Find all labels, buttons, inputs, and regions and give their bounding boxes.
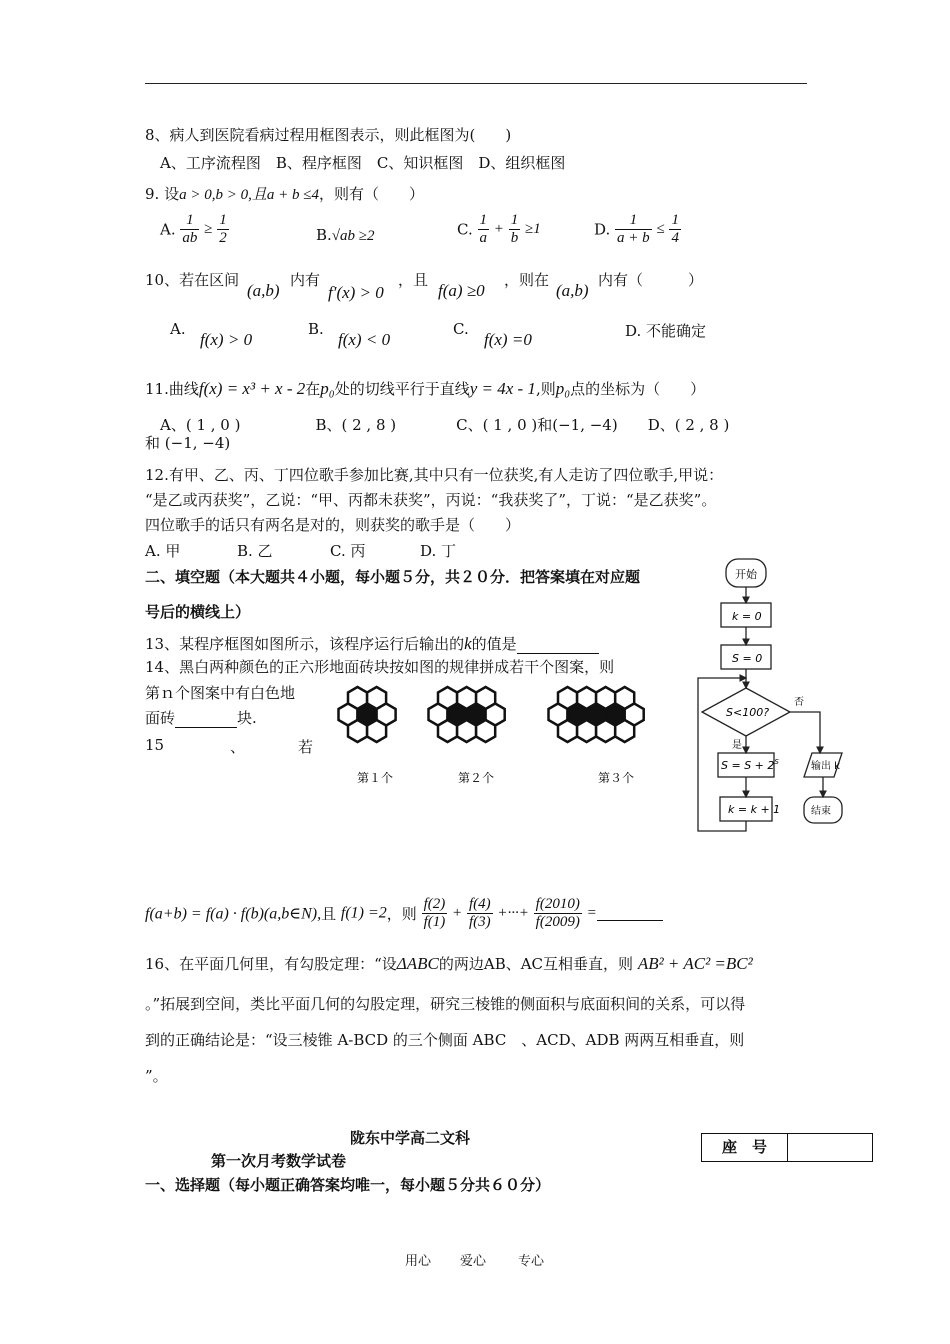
q12-line1: 12.有甲、乙、丙、丁四位歌手参加比赛,其中只有一位获奖,有人走访了四位歌手,甲说：: [145, 466, 724, 484]
white-hex-tile: [577, 720, 596, 742]
q9-stem: 9. 设a > 0,b > 0,且a + b ≤4，则有（ ）: [145, 185, 424, 203]
q10-interval-2: (a,b): [556, 281, 589, 300]
q10-interval: (a,b): [247, 281, 280, 300]
white-hex-tile: [367, 720, 386, 742]
hexagon-patterns: [330, 682, 700, 792]
q10-p2: 内有: [290, 271, 321, 289]
footer-item-3: 专心: [518, 1254, 545, 1269]
q12-option-c: C. 丙: [330, 542, 366, 560]
q10-p1: 10、若在区间: [145, 271, 240, 289]
q15-formula: f(a+b) = f(a) · f(b)(a,b∈N),且 f(1) =2，则 $\frac{f(2)}{f(1)}$ + $\frac{f(4)}{f(3)}$ +···+ $\frac{f(2010)}{f(2009)}$ =: [145, 896, 663, 931]
q12-option-a: A. 甲: [145, 542, 181, 560]
footer-item-1: 用心: [405, 1254, 432, 1269]
q8-options: A、工序流程图 B、程序框图 C、知识框图 D、组织框图: [160, 154, 566, 172]
q11-options-cont: 和 (−1, −4): [145, 434, 231, 452]
pattern-2-label: 第２个: [458, 771, 495, 785]
q10-b-math: f(x) < 0: [338, 330, 391, 349]
q10-p4: ，则在: [504, 271, 550, 289]
top-rule: [145, 83, 807, 84]
q10-d: D. 不能确定: [625, 322, 707, 340]
section1-title: 一、选择题（每小题正确答案均唯一，每小题５分共６０分）: [145, 1176, 551, 1194]
flow-k0: k = 0: [732, 610, 762, 623]
q9-option-d: D. $\frac{1}{a + b}$ ≤ $\frac{1}{4}$: [594, 212, 679, 246]
white-hex-tile: [438, 720, 457, 742]
q12-line3: 四位歌手的话只有两名是对的，则获奖的歌手是（ ）: [145, 516, 521, 534]
q10-a-label: A.: [170, 320, 186, 338]
hexagon-tiles: [339, 687, 644, 742]
q12-option-d: D. 丁: [420, 542, 457, 560]
q10-c-math: f(x) =0: [484, 330, 532, 349]
q15-sep: 、: [230, 738, 246, 756]
white-hex-tile: [476, 720, 495, 742]
seat-number-box: [701, 1133, 873, 1162]
white-hex-tile: [348, 720, 367, 742]
program-flowchart: [690, 555, 850, 840]
flow-cond: S<100?: [726, 706, 770, 719]
flow-no: 否: [794, 697, 804, 708]
flow-end: 结束: [811, 806, 831, 817]
q9-option-a: A. $\frac{1}{ab}$ ≥ $\frac{1}{2}$: [160, 212, 227, 246]
q8-stem: 8、病人到医院看病过程用框图表示，则此框图为( ): [145, 126, 512, 144]
white-hex-tile: [596, 720, 615, 742]
section2-title-cont: 号后的横线上）: [145, 603, 251, 621]
seat-number-label: 座 号: [702, 1134, 788, 1161]
white-hex-tile: [558, 720, 577, 742]
flow-update-s: $S = S + 2^S$: [721, 758, 779, 772]
footer-item-2: 爱心: [460, 1254, 487, 1269]
section2-title: 二、填空题（本大题共４小题，每小题５分，共２０分．把答案填在对应题: [145, 568, 641, 586]
q16-line2: 。”拓展到空间，类比平面几何的勾股定理，研究三棱锥的侧面积与底面积间的关系，可以得: [145, 995, 746, 1013]
q10-a-math: f(x) > 0: [200, 330, 253, 349]
q10-fa: f(a) ≥0: [438, 281, 485, 300]
q15-number: 15: [145, 736, 165, 754]
q12-option-b: B. 乙: [237, 542, 273, 560]
pattern-3-label: 第３个: [598, 771, 635, 785]
q9-option-b: B.√ab ≥2: [316, 226, 375, 244]
q14-line1: 14、黑白两种颜色的正六形地面砖块按如图的规律拼成若干个图案，则: [145, 658, 615, 676]
white-hex-tile: [615, 720, 634, 742]
q12-line2: “是乙或丙获奖”，乙说：“甲、丙都未获奖”，丙说：“我获奖了”，丁说：“是乙获奖”。: [145, 491, 717, 509]
flow-s0: S = 0: [732, 652, 763, 665]
flow-output: 输出 k: [811, 761, 840, 772]
q10-p5: 内有（ ）: [598, 271, 704, 289]
q16-line4: ”。: [145, 1067, 168, 1085]
exam-title: 第一次月考数学试卷: [211, 1152, 347, 1170]
q10-p3: ，且: [398, 271, 429, 289]
flow-yes: 是: [732, 740, 742, 751]
q10-derivative: f′(x) > 0: [328, 283, 384, 302]
q14-line3: 面砖 块.: [145, 709, 257, 727]
flow-start: 开始: [735, 568, 757, 581]
q16-line1: 16、在平面几何里，有勾股定理：“设ΔABC的两边AB、AC互相垂直，则 AB² + AC² =BC²: [145, 954, 753, 973]
q9-option-c: C. $\frac{1}{a}$ + $\frac{1}{b}$ ≥1: [457, 212, 541, 246]
q13: 13、某程序框图如图所示，该程序运行后输出的k的值是: [145, 633, 599, 654]
q15-ruo: 若: [298, 738, 314, 756]
white-hex-tile: [457, 720, 476, 742]
pattern-1-label: 第１个: [357, 771, 394, 785]
flow-update-k: k = k + 1: [728, 803, 781, 816]
q10-c-label: C.: [453, 320, 469, 338]
school-title: 陇东中学高二文科: [350, 1129, 471, 1147]
q14-line2: 第ｎ个图案中有白色地: [145, 684, 296, 702]
q10-b-label: B.: [308, 320, 324, 338]
q16-line3: 到的正确结论是：“设三棱锥 A-BCD 的三个侧面 ABC 、ACD、ADB 两两互相垂直，则: [145, 1031, 745, 1049]
q11-options: A、( 1 , 0 ) B、( 2 , 8 ) C、( 1 , 0 )和(−1, −4) D、( 2 , 8 ): [160, 416, 730, 434]
q11-stem: 11.曲线f(x) = x³ + x - 2在p₀处的切线平行于直线y = 4x - 1,则p₀点的坐标为（ ）: [145, 379, 706, 398]
